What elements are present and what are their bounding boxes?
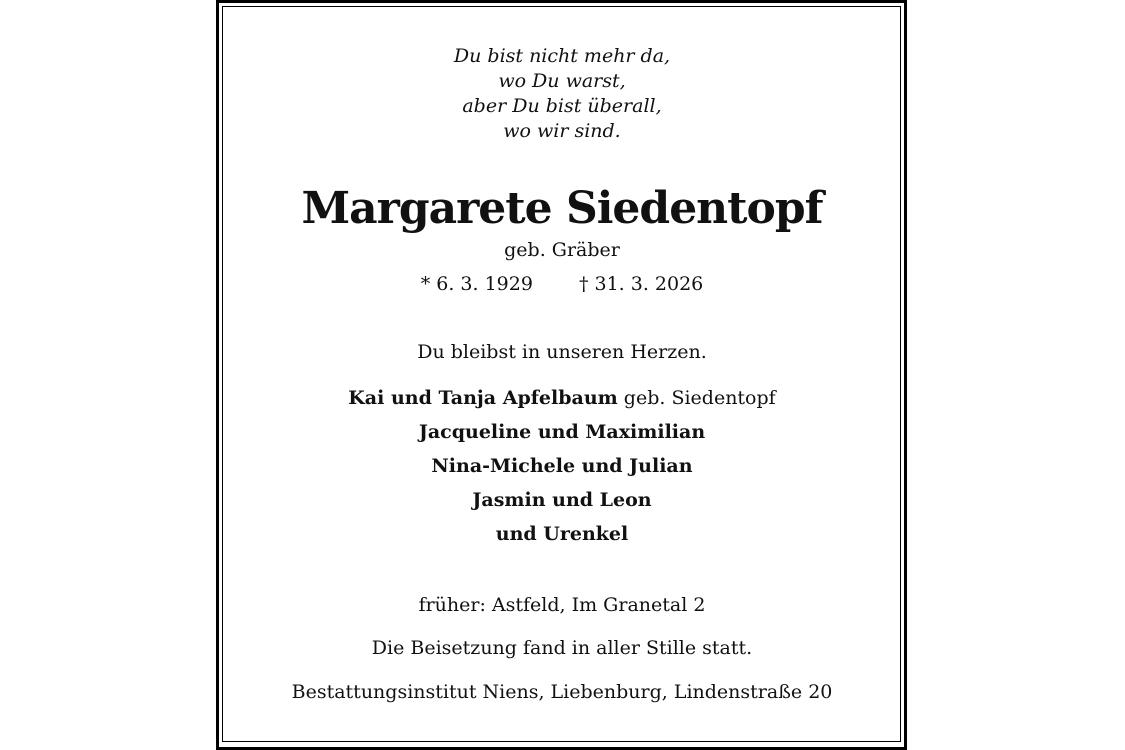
former-address: früher: Astfeld, Im Granetal 2 [418,594,706,616]
maiden-name: geb. Gräber [504,239,620,261]
undertaker-info: Bestattungsinstitut Niens, Liebenburg, Lindenstraße 20 [291,681,833,703]
death-date: † 31. 3. 2026 [578,273,704,295]
closing-line: Du bleibst in unseren Herzen. [417,341,707,363]
poem-line: wo Du warst, [498,70,626,92]
mourner-line [224,381,900,415]
mourner-line: Jacqueline und Maximilian [418,421,706,443]
deceased-name: Margarete Siedentopf [301,183,823,234]
mourners-list [224,381,900,551]
poem-line: wo wir sind. [503,120,621,142]
birth-date: * 6. 3. 1929 [420,273,533,295]
poem-line: Du bist nicht mehr da, [453,45,671,67]
burial-note: Die Beisetzung fand in aller Stille statt. [371,637,753,659]
mourner-line: Jasmin und Leon [472,489,652,511]
mourner-name: Kai und Tanja Apfelbaum [348,387,618,409]
mourner-line: Nina-Michele und Julian [431,455,693,477]
life-dates [224,271,900,297]
mourner-line: und Urenkel [495,523,629,545]
poem-line: aber Du bist überall, [462,95,662,117]
poem [224,44,900,144]
mourner-suffix: geb. Siedentopf [623,387,776,409]
